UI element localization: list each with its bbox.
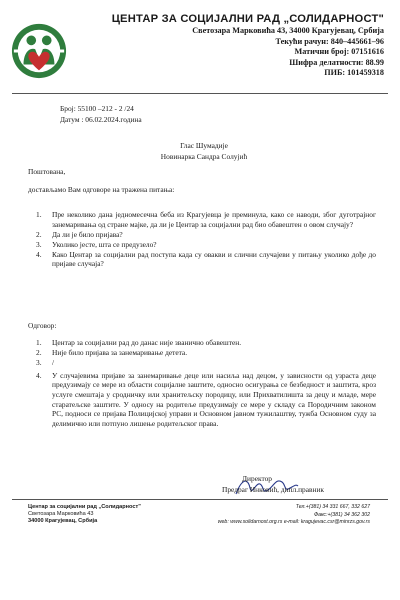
bank-account: Текући рачун: 840–445661–96 bbox=[275, 36, 384, 46]
organization-name: ЦЕНТАР ЗА СОЦИЈАЛНИ РАД „СОЛИДАРНОСТ" bbox=[111, 13, 384, 25]
footer-web-email: web: www.solidarnost.org.rs e-mail: kragujevac.csr@minrzs.gov.rs bbox=[217, 519, 370, 526]
list-item bbox=[28, 210, 376, 229]
list-number: 3. bbox=[36, 358, 42, 368]
list-item bbox=[28, 240, 376, 250]
signatory-title: Директор bbox=[242, 474, 272, 483]
list-item bbox=[28, 230, 376, 240]
answer-label: Одговор: bbox=[28, 321, 57, 330]
footer-org-name: Центар за социјални рад „Солидарност" bbox=[28, 504, 141, 510]
list-item bbox=[28, 338, 376, 348]
signatory-name: Предраг Инковић, дипл.правник bbox=[222, 485, 324, 494]
question-text: Како Центар за социјални рад поступа када су овакви и слични случајеви у питању уколико дође до пријаве случаја? bbox=[52, 249, 376, 269]
question-text: Пре неколико дана једномесечна беба из Крагујевца је преминула, како се наводи, због дуготрајног занемаривања од стране мајке, да ли је Центар за социјални рад био обавештен о овом случају? bbox=[52, 210, 376, 229]
recipient-person: Новинарка Сандра Солујић bbox=[160, 151, 248, 161]
answer-text: У случајевима пријаве за занемаривање деце или насиља над децом, у зависности од узраста деце предузимају се мере из области социјалне заштите, односно осигурања се безбедност и заштита, кроз услуге смештаја у сродничку или хранитељску породицу, или Прихватилишта за децу и младе, мере старатељске заштите. У односу на родитеље предузимају се мере у складу са Породичним законом РС, подноси се пријава Полицијској управи и Основном јавном тужилаштву, тужба Основном суду за делимично или потпуно лишење родитељског права. bbox=[52, 370, 376, 428]
footer-address bbox=[28, 504, 141, 526]
signature-block bbox=[222, 473, 324, 495]
list-item bbox=[28, 358, 376, 368]
answers-list bbox=[28, 338, 376, 429]
questions-list bbox=[28, 210, 376, 270]
list-number: 1. bbox=[36, 338, 42, 347]
answer-text: Центар за социјални рад до данас није званично обавештен. bbox=[52, 338, 242, 347]
recipient-outlet: Глас Шумадије bbox=[180, 141, 228, 150]
question-text: Да ли је било пријава? bbox=[52, 229, 123, 239]
intro-text: достављамо Вам одговоре на тражена питања: bbox=[28, 185, 175, 194]
list-item bbox=[28, 348, 376, 358]
list-number: 4. bbox=[36, 370, 42, 380]
activity-code: Шифра делатности: 88.99 bbox=[289, 57, 384, 67]
question-text: Уколико јесте, шта се предузело? bbox=[52, 239, 157, 249]
reference-block bbox=[60, 104, 142, 125]
registration-number: Матични број: 07151616 bbox=[294, 47, 384, 57]
footer-divider bbox=[12, 499, 388, 500]
answer-text: Није било пријава за занемаривање детета. bbox=[52, 348, 188, 358]
list-number: 3. bbox=[36, 239, 42, 249]
list-item bbox=[28, 371, 376, 429]
footer-contact bbox=[218, 504, 370, 527]
footer-city: 34000 Крагујевац, Србија bbox=[28, 518, 98, 525]
list-number: 2. bbox=[36, 348, 42, 358]
footer-street: Светозара Марковића 43 bbox=[28, 511, 94, 518]
letterhead bbox=[72, 13, 384, 79]
list-number: 1. bbox=[36, 210, 42, 219]
reference-number: Број: 55100 –212 - 2 /24 bbox=[60, 104, 134, 113]
footer-phone: Тел.+(381) 34 331 667, 332 627 bbox=[295, 504, 370, 510]
recipient-block bbox=[0, 141, 400, 162]
tax-id: ПИБ: 101459318 bbox=[324, 68, 384, 78]
list-number: 2. bbox=[36, 229, 42, 239]
salutation: Поштована, bbox=[28, 167, 66, 176]
reference-date: Датум : 06.02.2024.година bbox=[60, 114, 142, 124]
answer-text: / bbox=[52, 358, 55, 368]
footer-fax: Факс:+(381) 34 362 302 bbox=[314, 511, 370, 518]
organization-logo-icon bbox=[10, 22, 68, 80]
organization-address: Светозара Марковића 43, 34000 Крагујевац, Србија bbox=[192, 26, 384, 35]
list-item bbox=[28, 250, 376, 269]
header-divider bbox=[12, 93, 388, 94]
list-number: 4. bbox=[36, 249, 42, 259]
